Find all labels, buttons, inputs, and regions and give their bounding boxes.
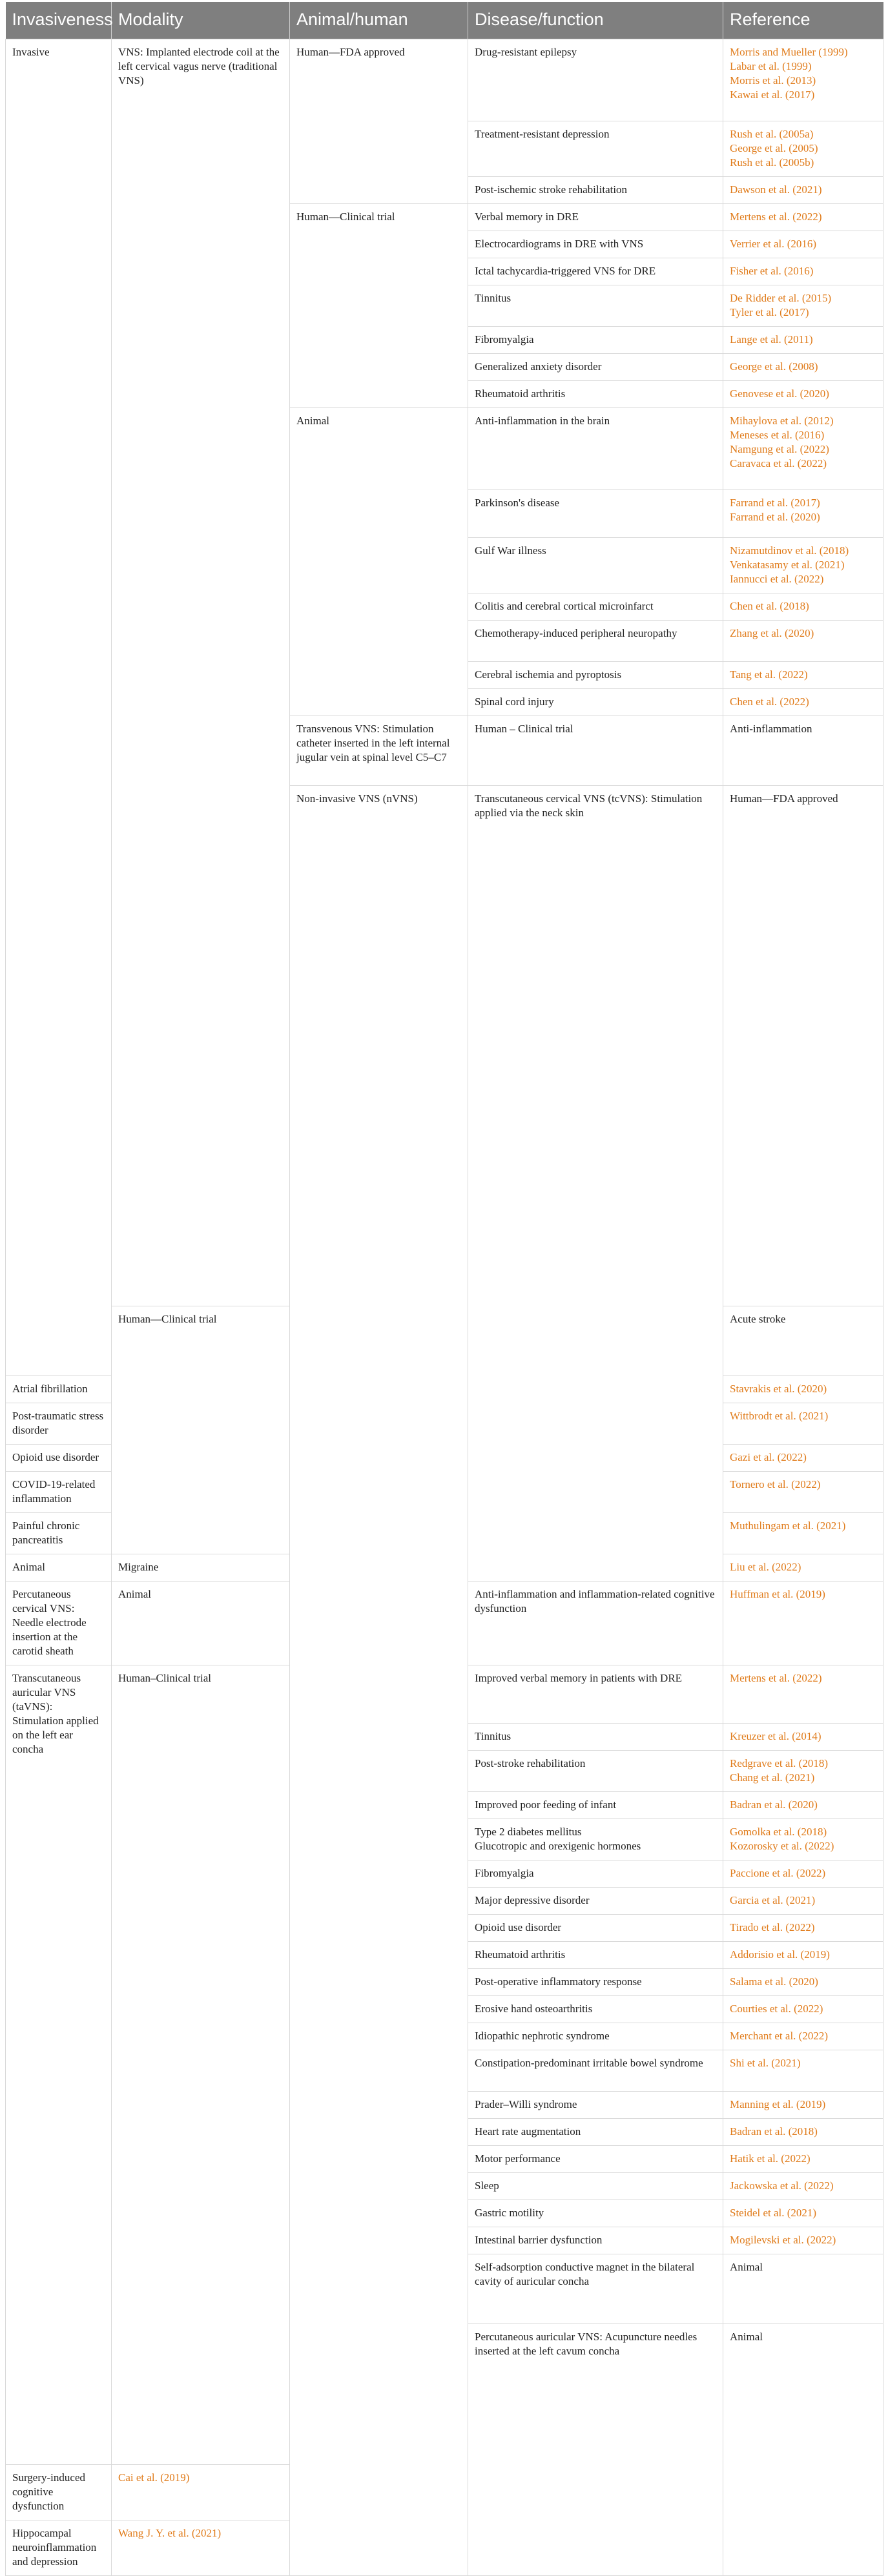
reference-link[interactable]: Hatik et al. (2022) xyxy=(730,2152,811,2165)
disease-function-cell: Anti-inflammation xyxy=(723,716,883,786)
reference-cell xyxy=(723,1819,883,1860)
reference-cell xyxy=(723,1513,883,1554)
reference-cell xyxy=(723,285,883,327)
table-row xyxy=(6,39,883,121)
disease-function-cell: Gulf War illness xyxy=(468,538,723,593)
invasiveness-cell: Non-invasive VNS (nVNS) xyxy=(290,786,468,2576)
header-animal-human: Animal/human xyxy=(290,2,468,39)
reference-link[interactable]: Mogilevski et al. (2022) xyxy=(730,2234,836,2246)
disease-function-cell: Improved poor feeding of infant xyxy=(468,1792,723,1819)
disease-function-cell: Type 2 diabetes mellitus Glucotropic and orexigenic hormones xyxy=(468,1819,723,1860)
reference-cell xyxy=(723,2200,883,2227)
reference-link[interactable]: Chang et al. (2021) xyxy=(730,1771,815,1784)
reference-link[interactable]: Gazi et al. (2022) xyxy=(730,1451,807,1463)
reference-link[interactable]: Lange et al. (2011) xyxy=(730,333,813,345)
reference-link[interactable]: Namgung et al. (2022) xyxy=(730,443,829,455)
reference-cell xyxy=(723,2146,883,2173)
disease-function-cell: Post-operative inflammatory response xyxy=(468,1969,723,1996)
reference-link[interactable]: Tirado et al. (2022) xyxy=(730,1921,815,1933)
disease-function-cell: Rheumatoid arthritis xyxy=(468,381,723,408)
disease-function-cell: COVID-19-related inflammation xyxy=(6,1472,112,1513)
reference-link[interactable]: Gomolka et al. (2018) xyxy=(730,1826,827,1838)
reference-cell xyxy=(723,1860,883,1888)
reference-cell xyxy=(723,39,883,121)
reference-link[interactable]: Kawai et al. (2017) xyxy=(730,88,815,101)
disease-function-cell: Colitis and cerebral cortical microinfarct xyxy=(468,593,723,621)
reference-link[interactable]: Zhang et al. (2020) xyxy=(730,627,814,639)
reference-cell xyxy=(723,204,883,231)
reference-cell xyxy=(723,2173,883,2200)
header-modality: Modality xyxy=(112,2,290,39)
animal-human-cell: Animal xyxy=(6,1554,112,1582)
disease-function-cell: Hippocampal neuroinflammation and depression xyxy=(6,2520,112,2576)
reference-link[interactable]: Badran et al. (2018) xyxy=(730,2125,818,2138)
reference-link[interactable]: Redgrave et al. (2018) xyxy=(730,1757,828,1769)
reference-cell xyxy=(723,2119,883,2146)
reference-link[interactable]: Mertens et al. (2022) xyxy=(730,211,822,223)
reference-cell xyxy=(723,1996,883,2023)
reference-cell xyxy=(723,177,883,204)
disease-function-cell: Erosive hand osteoarthritis xyxy=(468,1996,723,2023)
disease-function-cell: Opioid use disorder xyxy=(6,1445,112,1472)
reference-cell xyxy=(723,1472,883,1513)
reference-cell xyxy=(723,327,883,354)
reference-cell xyxy=(723,1445,883,1472)
modality-cell: Percutaneous auricular VNS: Acupuncture needles inserted at the left cavum concha xyxy=(468,2324,723,2576)
reference-link[interactable]: Wang J. Y. et al. (2021) xyxy=(118,2527,222,2539)
reference-link[interactable]: Shi et al. (2021) xyxy=(730,2057,801,2069)
reference-link[interactable]: Salama et al. (2020) xyxy=(730,1975,818,1988)
reference-link[interactable]: Genovese et al. (2020) xyxy=(730,387,829,400)
animal-human-cell: Animal xyxy=(112,1582,290,1665)
reference-cell xyxy=(723,621,883,662)
reference-cell xyxy=(723,1915,883,1942)
disease-function-cell: Ictal tachycardia-triggered VNS for DRE xyxy=(468,258,723,285)
reference-cell xyxy=(723,538,883,593)
disease-function-cell: Cerebral ischemia and pyroptosis xyxy=(468,662,723,689)
animal-human-cell: Human—FDA approved xyxy=(290,39,468,204)
modality-cell: Self-adsorption conductive magnet in the bilateral cavity of auricular concha xyxy=(468,2254,723,2324)
disease-function-cell: Surgery-induced cognitive dysfunction xyxy=(6,2465,112,2520)
reference-link[interactable]: George et al. (2005) xyxy=(730,142,818,154)
modality-cell: VNS: Implanted electrode coil at the left cervical vagus nerve (traditional VNS) xyxy=(112,39,290,1306)
reference-cell xyxy=(723,1751,883,1792)
reference-link[interactable]: Muthulingam et al. (2021) xyxy=(730,1520,846,1532)
reference-link[interactable]: Mihaylova et al. (2012) xyxy=(730,415,834,427)
animal-human-cell: Animal xyxy=(723,2254,883,2324)
reference-cell xyxy=(723,408,883,490)
disease-function-cell: Constipation-predominant irritable bowel syndrome xyxy=(468,2050,723,2092)
reference-cell xyxy=(723,2050,883,2092)
reference-link[interactable]: Rush et al. (2005b) xyxy=(730,156,814,169)
reference-link[interactable]: Paccione et al. (2022) xyxy=(730,1867,826,1879)
reference-link[interactable]: Addorisio et al. (2019) xyxy=(730,1948,830,1961)
reference-link[interactable]: Stavrakis et al. (2020) xyxy=(730,1383,827,1395)
disease-function-cell: Fibromyalgia xyxy=(468,1860,723,1888)
disease-function-cell: Tinnitus xyxy=(468,1724,723,1751)
reference-link[interactable]: Verrier et al. (2016) xyxy=(730,238,817,250)
reference-link[interactable]: Cai et al. (2019) xyxy=(118,2471,190,2484)
disease-function-cell: Prader–Willi syndrome xyxy=(468,2092,723,2119)
reference-link[interactable]: Liu et al. (2022) xyxy=(730,1561,801,1573)
reference-link[interactable]: Dawson et al. (2021) xyxy=(730,183,822,196)
reference-link[interactable]: Chen et al. (2018) xyxy=(730,600,809,612)
reference-cell xyxy=(723,593,883,621)
disease-function-cell: Electrocardiograms in DRE with VNS xyxy=(468,231,723,258)
reference-cell xyxy=(723,121,883,177)
vns-table xyxy=(5,2,883,2576)
disease-function-cell: Atrial fibrillation xyxy=(6,1376,112,1403)
reference-link[interactable]: Manning et al. (2019) xyxy=(730,2098,826,2110)
reference-link[interactable]: Jackowska et al. (2022) xyxy=(730,2179,834,2192)
modality-cell: Transvenous VNS: Stimulation catheter inserted in the left internal jugular vein at spinal level C5–C7 xyxy=(290,716,468,786)
reference-link[interactable]: Garcia et al. (2021) xyxy=(730,1894,816,1906)
disease-function-cell: Drug-resistant epilepsy xyxy=(468,39,723,121)
reference-cell xyxy=(112,2465,290,2520)
reference-cell xyxy=(723,1792,883,1819)
disease-function-cell: Anti-inflammation and inflammation-related cognitive dysfunction xyxy=(468,1582,723,1665)
reference-link[interactable]: George et al. (2008) xyxy=(730,360,818,373)
animal-human-cell: Animal xyxy=(723,2324,883,2576)
disease-function-cell: Anti-inflammation in the brain xyxy=(468,408,723,490)
table-header xyxy=(6,2,883,39)
reference-link[interactable]: Rush et al. (2005a) xyxy=(730,128,814,140)
modality-cell: Percutaneous cervical VNS: Needle electrode insertion at the carotid sheath xyxy=(6,1582,112,1665)
reference-link[interactable]: Morris and Mueller (1999) xyxy=(730,46,848,58)
reference-link[interactable]: Mertens et al. (2022) xyxy=(730,1672,822,1684)
disease-function-cell: Post-ischemic stroke rehabilitation xyxy=(468,177,723,204)
reference-cell xyxy=(723,1403,883,1445)
disease-function-cell: Idiopathic nephrotic syndrome xyxy=(468,2023,723,2050)
reference-cell xyxy=(723,662,883,689)
reference-cell xyxy=(723,1582,883,1665)
disease-function-cell: Migraine xyxy=(112,1554,290,1582)
reference-cell xyxy=(723,2023,883,2050)
reference-cell xyxy=(723,258,883,285)
reference-cell xyxy=(723,490,883,538)
reference-cell xyxy=(723,1969,883,1996)
reference-link[interactable]: Farrand et al. (2017) xyxy=(730,497,820,509)
header-invasiveness: Invasiveness xyxy=(6,2,112,39)
reference-link[interactable]: Tornero et al. (2022) xyxy=(730,1478,821,1490)
reference-link[interactable]: Labar et al. (1999) xyxy=(730,60,812,72)
reference-cell xyxy=(723,2227,883,2254)
reference-link[interactable]: De Ridder et al. (2015) xyxy=(730,292,832,304)
disease-function-cell: Tinnitus xyxy=(468,285,723,327)
reference-link[interactable]: Merchant et al. (2022) xyxy=(730,2030,828,2042)
reference-link[interactable]: Kreuzer et al. (2014) xyxy=(730,1730,821,1742)
disease-function-cell: Parkinson's disease xyxy=(468,490,723,538)
reference-cell xyxy=(723,1942,883,1969)
disease-function-cell: Acute stroke xyxy=(723,1306,883,1376)
reference-link[interactable]: Venkatasamy et al. (2021) xyxy=(730,559,845,571)
reference-link[interactable]: Badran et al. (2020) xyxy=(730,1798,818,1811)
animal-human-cell: Human—FDA approved xyxy=(723,786,883,1306)
animal-human-cell: Animal xyxy=(290,408,468,716)
disease-function-cell: Post-stroke rehabilitation xyxy=(468,1751,723,1792)
reference-link[interactable]: Courties et al. (2022) xyxy=(730,2003,823,2015)
disease-function-cell: Heart rate augmentation xyxy=(468,2119,723,2146)
reference-cell xyxy=(723,1724,883,1751)
disease-function-cell: Spinal cord injury xyxy=(468,689,723,716)
reference-link[interactable]: Farrand et al. (2020) xyxy=(730,511,820,523)
header-reference: Reference xyxy=(723,2,883,39)
reference-link[interactable]: Kozorosky et al. (2022) xyxy=(730,1840,834,1852)
reference-cell xyxy=(723,1376,883,1403)
reference-cell xyxy=(112,2520,290,2576)
animal-human-cell: Human – Clinical trial xyxy=(468,716,723,786)
reference-cell xyxy=(723,381,883,408)
reference-link[interactable]: Caravaca et al. (2022) xyxy=(730,457,827,469)
reference-cell xyxy=(723,1665,883,1724)
reference-link[interactable]: Tang et al. (2022) xyxy=(730,668,808,681)
reference-link[interactable]: Tyler et al. (2017) xyxy=(730,306,809,318)
disease-function-cell: Painful chronic pancreatitis xyxy=(6,1513,112,1554)
reference-cell xyxy=(723,689,883,716)
reference-cell xyxy=(723,1554,883,1582)
invasiveness-cell: Invasive xyxy=(6,39,112,1376)
disease-function-cell: Motor performance xyxy=(468,2146,723,2173)
animal-human-cell: Human–Clinical trial xyxy=(112,1665,290,2465)
disease-function-cell: Post-traumatic stress disorder xyxy=(6,1403,112,1445)
reference-link[interactable]: Chen et al. (2022) xyxy=(730,696,809,708)
disease-function-cell: Generalized anxiety disorder xyxy=(468,354,723,381)
disease-function-cell: Treatment-resistant depression xyxy=(468,121,723,177)
header-row xyxy=(6,2,883,39)
table-body xyxy=(6,39,883,2576)
modality-cell: Transcutaneous auricular VNS (taVNS): Stimulation applied on the left ear concha xyxy=(6,1665,112,2465)
reference-cell xyxy=(723,354,883,381)
reference-link[interactable]: Morris et al. (2013) xyxy=(730,74,816,87)
reference-link[interactable]: Huffman et al. (2019) xyxy=(730,1588,825,1600)
disease-function-cell: Intestinal barrier dysfunction xyxy=(468,2227,723,2254)
animal-human-cell: Human—Clinical trial xyxy=(290,204,468,408)
reference-link[interactable]: Nizamutdinov et al. (2018) xyxy=(730,544,849,557)
reference-link[interactable]: Iannucci et al. (2022) xyxy=(730,573,824,585)
disease-function-cell: Improved verbal memory in patients with DRE xyxy=(468,1665,723,1724)
disease-function-cell: Gastric motility xyxy=(468,2200,723,2227)
disease-function-cell: Rheumatoid arthritis xyxy=(468,1942,723,1969)
disease-function-cell: Opioid use disorder xyxy=(468,1915,723,1942)
reference-link[interactable]: Steidel et al. (2021) xyxy=(730,2207,817,2219)
disease-function-cell: Fibromyalgia xyxy=(468,327,723,354)
disease-function-cell: Verbal memory in DRE xyxy=(468,204,723,231)
disease-function-cell: Major depressive disorder xyxy=(468,1888,723,1915)
disease-function-cell: Sleep xyxy=(468,2173,723,2200)
reference-cell xyxy=(723,231,883,258)
reference-cell xyxy=(723,2092,883,2119)
reference-link[interactable]: Fisher et al. (2016) xyxy=(730,265,814,277)
animal-human-cell: Human—Clinical trial xyxy=(112,1306,290,1554)
reference-cell xyxy=(723,1888,883,1915)
disease-function-cell: Chemotherapy-induced peripheral neuropathy xyxy=(468,621,723,662)
header-disease-function: Disease/function xyxy=(468,2,723,39)
reference-link[interactable]: Wittbrodt et al. (2021) xyxy=(730,1410,829,1422)
reference-link[interactable]: Meneses et al. (2016) xyxy=(730,429,825,441)
modality-cell: Transcutaneous cervical VNS (tcVNS): Stimulation applied via the neck skin xyxy=(468,786,723,1582)
